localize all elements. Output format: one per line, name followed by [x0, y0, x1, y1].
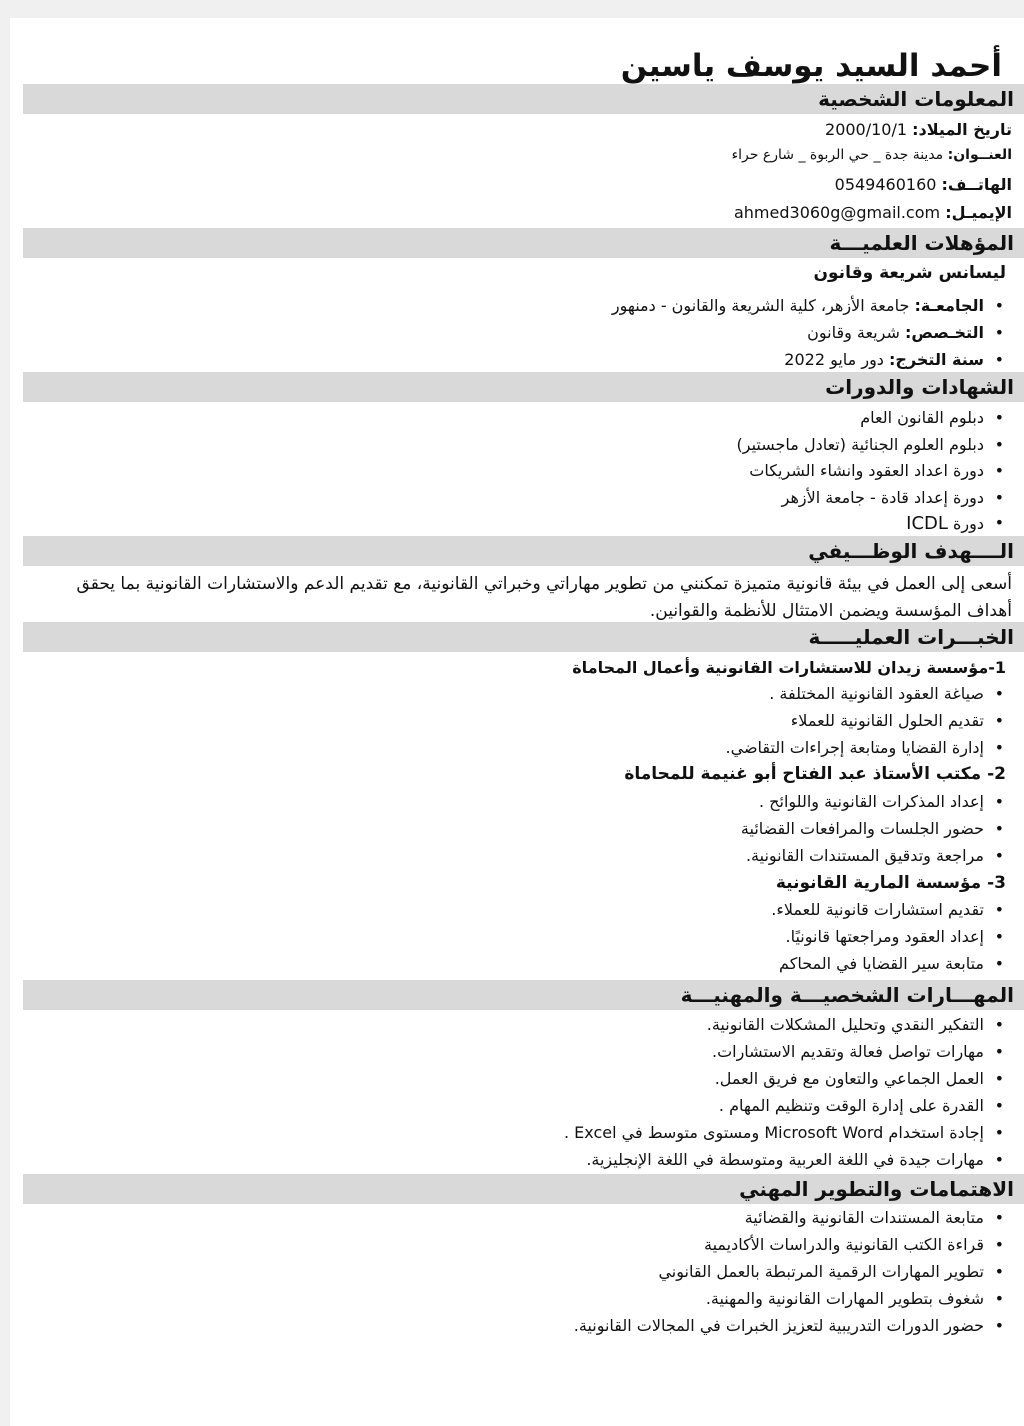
- list-item: • إدارة القضايا ومتابعة إجراءات التقاضي.: [726, 738, 984, 757]
- list-item: • حضور الجلسات والمرافعات القضائية: [741, 819, 984, 838]
- phone-value: 0549460160: [834, 175, 937, 194]
- job-heading: 3- مؤسسة المارية القانونية: [775, 873, 1006, 893]
- email-row: [734, 203, 1012, 222]
- list-item: [807, 323, 984, 342]
- section-header-objective: الــــهدف الوظـــيفي: [23, 536, 1024, 566]
- list-item: [906, 513, 984, 534]
- list-item: • صياغة العقود القانونية المختلفة .: [769, 684, 984, 703]
- list-item: • مراجعة وتدقيق المستندات القانونية.: [746, 846, 984, 865]
- list-item: • قراءة الكتب القانونية والدراسات الأكاديمية: [704, 1235, 984, 1254]
- phone-row: [835, 175, 1012, 194]
- list-item: [612, 296, 984, 315]
- address-label: العنــوان:: [947, 147, 1012, 163]
- major-value: شريعة وقانون: [807, 323, 900, 342]
- graduation-label: سنة التخرج:: [889, 350, 984, 369]
- birth-date-value: 2000/10/1: [825, 120, 908, 139]
- list-item: • دبلوم العلوم الجنائية (تعادل ماجستير): [737, 435, 984, 454]
- job-heading: 1-مؤسسة زيدان للاستشارات القانونية وأعمال المحاماة: [572, 658, 1006, 677]
- section-header-experience: الخبـــرات العمليـــــة: [23, 622, 1024, 652]
- email-value: ahmed3060g@gmail.com: [733, 203, 941, 222]
- list-item: • شغوف بتطوير المهارات القانونية والمهنية.: [706, 1289, 984, 1308]
- degree-title: ليسانس شريعة وقانون: [813, 263, 1006, 283]
- section-header-education: المؤهلات العلميـــة: [23, 228, 1024, 258]
- major-label: التخـصص:: [904, 323, 984, 342]
- list-item: [784, 350, 984, 369]
- phone-label: الهاتــف:: [941, 175, 1012, 194]
- list-item: • تقديم الحلول القانونية للعملاء: [791, 711, 984, 730]
- section-header-interests: الاهتمامات والتطوير المهني: [23, 1174, 1024, 1204]
- section-header-skills: المهـــارات الشخصيـــة والمهنيـــة: [23, 980, 1024, 1010]
- list-item: • حضور الدورات التدريبية لتعزيز الخبرات في المجالات القانونية.: [574, 1316, 984, 1335]
- list-item: • دورة إعداد قادة - جامعة الأزهر: [782, 488, 984, 507]
- icdl-name: ICDL: [906, 513, 948, 534]
- address-value: مدينة جدة _ حي الربوة _ شارع حراء: [731, 147, 944, 163]
- list-item: • العمل الجماعي والتعاون مع فريق العمل.: [715, 1069, 984, 1088]
- address-row: [732, 147, 1012, 163]
- email-label: الإيميـل:: [945, 203, 1012, 222]
- list-item: • دورة اعداد العقود وانشاء الشريكات: [749, 461, 984, 480]
- list-item: • متابعة سير القضايا في المحاكم: [779, 954, 984, 973]
- cv-page: [10, 18, 1024, 1426]
- list-item: • مهارات جيدة في اللغة العربية ومتوسطة في اللغة الإنجليزية.: [586, 1150, 984, 1169]
- university-value: جامعة الأزهر، كلية الشريعة والقانون - دمنهور: [611, 296, 910, 315]
- list-item: • تطوير المهارات الرقمية المرتبطة بالعمل القانوني: [658, 1262, 984, 1281]
- list-item: • متابعة المستندات القانونية والقضائية: [745, 1208, 984, 1227]
- section-header-personal: المعلومات الشخصية: [23, 84, 1024, 114]
- section-header-certificates: الشهادات والدورات: [23, 372, 1024, 402]
- list-item: • تقديم استشارات قانونية للعملاء.: [771, 900, 984, 919]
- birth-date-label: تاريخ الميلاد:: [912, 120, 1012, 139]
- list-item: • القدرة على إدارة الوقت وتنظيم المهام .: [719, 1096, 984, 1115]
- icdl-prefix: دورة: [953, 514, 984, 533]
- university-label: الجامعـة:: [914, 296, 984, 315]
- birth-date-row: [825, 120, 1012, 139]
- list-item: • مهارات تواصل فعالة وتقديم الاستشارات.: [712, 1042, 984, 1061]
- job-heading: 2- مكتب الأستاذ عبد الفتاح أبو غنيمة للمحاماة: [624, 764, 1006, 784]
- list-item: • إعداد العقود ومراجعتها قانونيًا.: [786, 927, 984, 946]
- applicant-name: أحمد السيد يوسف ياسين: [620, 48, 1002, 84]
- list-item: • التفكير النقدي وتحليل المشكلات القانونية.: [707, 1015, 984, 1034]
- objective-text: أسعى إلى العمل في بيئة قانونية متميزة تمكنني من تطوير مهاراتي وخبراتي القانونية، مع تقديم الدعم والاستشارات القانونية بما يحقق أهداف المؤسسة ويضمن الامتثال للأنظمة والقوانين.: [76, 574, 1012, 621]
- list-item: • دبلوم القانون العام: [860, 408, 984, 427]
- list-item: • إجادة استخدام Microsoft Word ومستوى متوسط في Excel .: [564, 1123, 984, 1142]
- list-item: • إعداد المذكرات القانونية واللوائح .: [759, 792, 984, 811]
- graduation-value: دور مايو 2022: [784, 350, 884, 369]
